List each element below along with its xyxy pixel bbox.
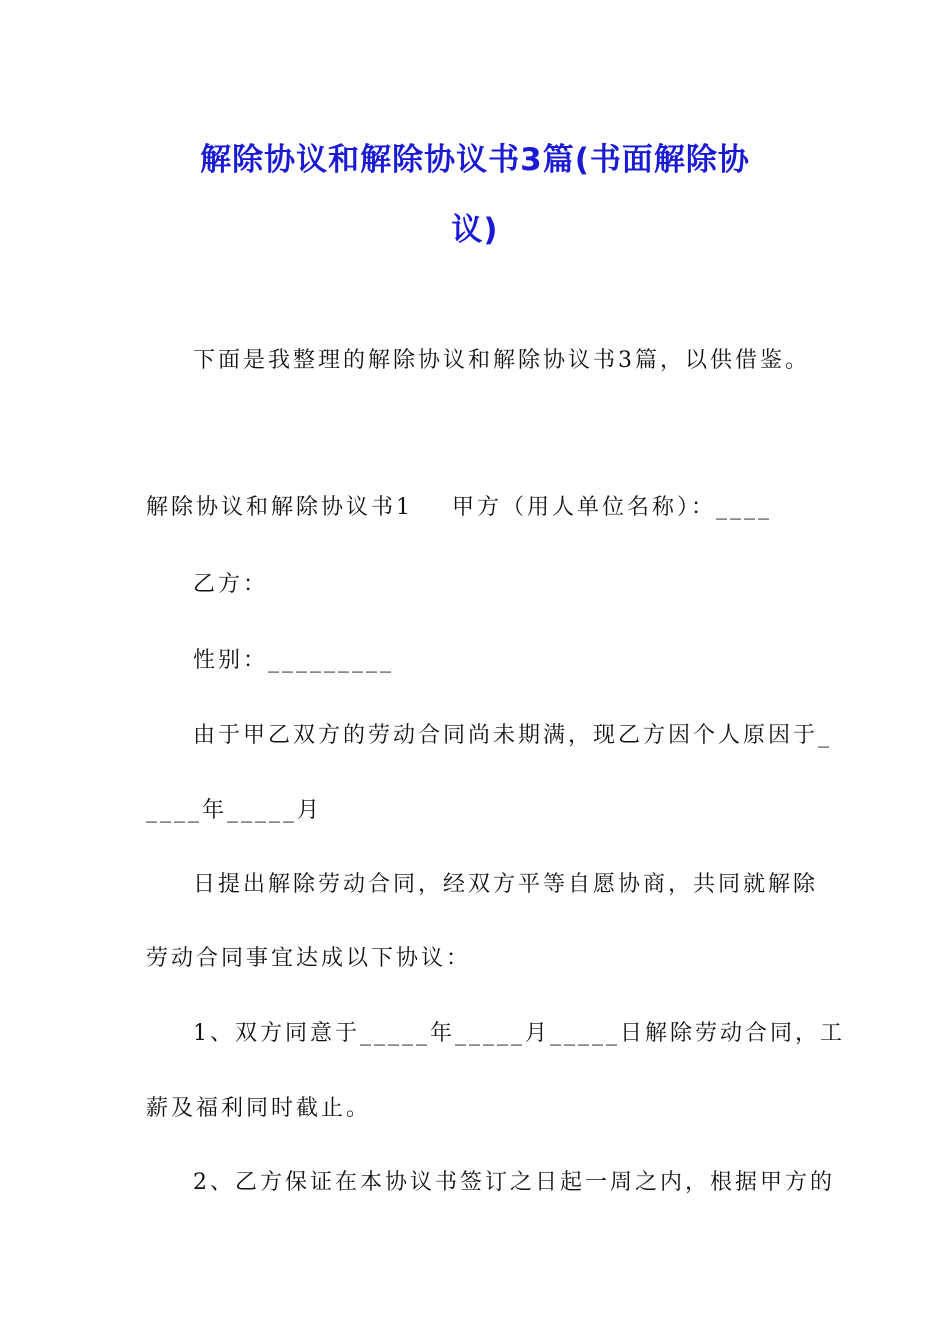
party-a-field: 甲方（用人单位名称）：____: [452, 495, 773, 520]
paragraph-2-line-1: 日提出解除劳动合同，经双方平等自愿协商，共同就解除: [193, 872, 819, 897]
section-heading: 解除协议和解除协议书1: [146, 495, 413, 520]
document-title-line1: 解除协议和解除协议书3篇(书面解除协: [200, 142, 750, 178]
item-1-line-2: 薪及福利同时截止。: [146, 1096, 372, 1121]
item-1-line-1: 1、双方同意于_____年_____月_____日解除劳动合同，工: [193, 1021, 845, 1046]
gender-field: 性别：_________: [193, 648, 395, 673]
paragraph-2-line-2: 劳动合同事宜达成以下协议：: [146, 946, 472, 971]
paragraph-1-line-2: ____年_____月: [146, 798, 323, 823]
item-2-line-1: 2、乙方保证在本协议书签订之日起一周之内，根据甲方的: [193, 1170, 835, 1195]
party-b-field: 乙方：: [193, 572, 269, 597]
intro-paragraph: 下面是我整理的解除协议和解除协议书3篇，以供借鉴。: [193, 348, 810, 373]
document-title-line2: 议): [451, 212, 499, 248]
paragraph-1-line-1: 由于甲乙双方的劳动合同尚未期满，现乙方因个人原因于_: [193, 723, 833, 748]
